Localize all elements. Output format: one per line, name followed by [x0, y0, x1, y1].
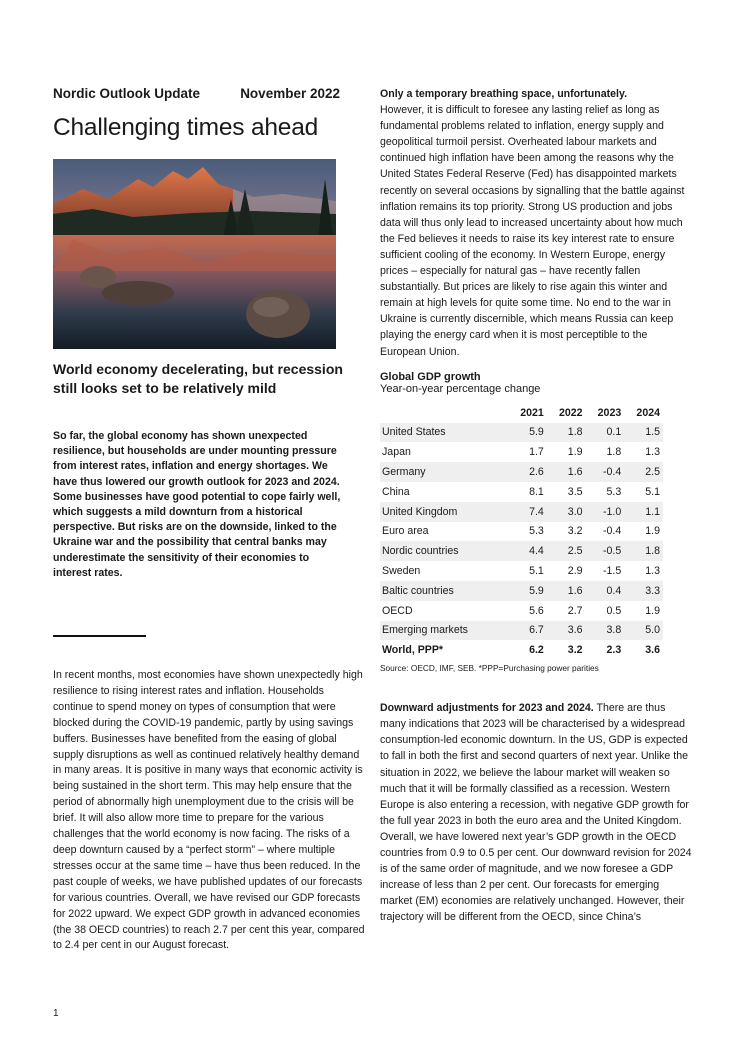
column-header-year: 2022	[558, 406, 583, 419]
value-cell: 1.9	[567, 446, 583, 459]
value-cell: 5.1	[645, 485, 660, 498]
value-cell: 1.8	[606, 446, 622, 459]
table-row	[380, 640, 663, 660]
table-source: Source: OECD, IMF, SEB. *PPP=Purchasing power parities	[380, 663, 599, 674]
value-cell: 3.0	[547, 502, 586, 522]
value-cell: 3.2	[567, 525, 583, 538]
gdp-table	[380, 403, 663, 661]
country-cell: Sweden	[382, 565, 421, 578]
value-cell: 5.9	[508, 423, 547, 443]
value-cell: 1.1	[624, 502, 663, 522]
value-cell: 5.3	[529, 525, 544, 538]
country-cell: United Kingdom	[380, 502, 508, 522]
value-cell: 1.3	[645, 446, 660, 459]
table-row	[380, 442, 663, 462]
country-cell: Emerging markets	[380, 621, 508, 641]
value-cell: 3.8	[586, 621, 625, 641]
value-cell: 1.7	[529, 446, 544, 459]
value-cell: 8.1	[529, 485, 544, 498]
publication-name: Nordic Outlook Update	[53, 86, 201, 101]
value-cell: 5.1	[529, 565, 544, 578]
hero-image	[53, 159, 336, 349]
value-cell: 1.3	[645, 565, 660, 578]
country-cell: World, PPP*	[382, 644, 444, 657]
section-breathing-space	[380, 86, 693, 360]
value-cell: 1.8	[547, 423, 586, 443]
value-cell: 1.9	[645, 525, 660, 538]
country-cell: Nordic countries	[380, 541, 508, 561]
country-cell: Baltic countries	[380, 581, 508, 601]
country-cell: United States	[380, 423, 508, 443]
table-subtitle: Year-on-year percentage change	[380, 382, 541, 395]
value-cell: 0.5	[606, 604, 622, 617]
value-cell: 1.8	[624, 541, 663, 561]
right-column	[380, 86, 693, 925]
value-cell: 2.5	[547, 541, 586, 561]
publication-header	[53, 86, 340, 101]
country-cell: China	[382, 485, 410, 498]
value-cell: 7.4	[508, 502, 547, 522]
subheadline: World economy decelerating, but recession still looks set to be relatively mild	[53, 361, 343, 396]
value-cell: 3.6	[645, 644, 660, 657]
value-cell: 6.2	[529, 644, 544, 657]
section-divider	[53, 635, 146, 637]
column-header-country	[380, 403, 508, 423]
table-row	[380, 502, 663, 522]
section-downward-adjustments	[380, 700, 693, 925]
table-row	[380, 541, 663, 561]
table-row	[380, 601, 663, 621]
page-number: 1	[53, 1008, 59, 1019]
table-row	[380, 482, 663, 502]
value-cell: 1.9	[645, 604, 660, 617]
value-cell: 3.6	[547, 621, 586, 641]
value-cell: 2.6	[508, 462, 547, 482]
value-cell: 1.6	[547, 462, 586, 482]
section-heading: Only a temporary breathing space, unfortunately.	[380, 88, 628, 100]
gdp-table-block	[380, 371, 693, 674]
table-row	[380, 581, 663, 601]
value-cell: 5.3	[606, 485, 622, 498]
value-cell: 5.9	[508, 581, 547, 601]
value-cell: 5.6	[529, 604, 544, 617]
value-cell: 3.5	[567, 485, 583, 498]
value-cell: 2.9	[567, 565, 583, 578]
value-cell: 4.4	[508, 541, 547, 561]
value-cell: 2.3	[606, 644, 622, 657]
value-cell: 0.4	[586, 581, 625, 601]
value-cell: -1.0	[586, 502, 625, 522]
column-header-year: 2021	[520, 406, 544, 419]
value-cell: 1.6	[547, 581, 586, 601]
section-text: However, it is difficult to foresee any lasting relief as long as fundamental problems related to inflation, energy supply and geopolitical turmoil persist. Overheated labour markets and continued high inflation have been among the reasons why the United States Federal Reserve (Fed) has disappointed markets recently on several occasions by signalling that the battle against inflation remains its top priority. Strong US production and jobs data will thus only lead to increased uncertainty about how much the Fed believes it needs to raise its key interest rate to ensure sufficient cooling of the economy. In Western Europe, energy prices – especially for natural gas – have recently fallen substantially. But prices are likely to rise again this winter and remain at high levels for quite some time. No end to the war in Ukraine is currently discernible, which means Russia can keep playing the energy card when it is most perceptible to the European Union.	[380, 104, 685, 358]
left-header	[53, 86, 343, 142]
section-text: There are thus many indications that 2023 will be characterised by a widespread consumption-led economic downturn. In the US, GDP is expected to fall in both the first and second quarters of next year. Unlike the situation in 2022, we believe the labour market will weaken so much that it will be formally classified as a recession. Western Europe is also entering a recession, with negative GDP growth for the full year 2023 in both the euro area and the United Kingdom. Overall, we have lowered next year’s GDP growth in the OECD countries from 0.9 to 0.5 per cent. Our downward revision for 2024 is of the same order of magnitude, and we now foresee a GDP increase of less than 2 per cent. Our forecasts for emerging market (EM) economies are relatively unchanged. However, their trajectory will be different from the OECD, since China’s	[380, 702, 692, 924]
country-cell: Japan	[382, 446, 411, 459]
value-cell: 3.3	[624, 581, 663, 601]
value-cell: -0.5	[586, 541, 625, 561]
value-cell: 6.7	[508, 621, 547, 641]
country-cell: Germany	[380, 462, 508, 482]
page-title: Challenging times ahead	[53, 114, 319, 141]
intro-paragraph: So far, the global economy has shown unexpected resilience, but households are under mounting pressure from interest rates, inflation and energy shortages. We have thus lowered our growth outlook for 2023 and 2024. Some businesses have good potential to cope fairly well, which suggests a mild downturn from a historical perspective. But risks are on the downside, linked to the Ukraine war and the possibility that central banks may underestimate the sensitivity of their economies to interest rates.	[53, 430, 341, 579]
table-row	[380, 561, 663, 581]
body-paragraph-left: In recent months, most economies have shown unexpectedly high resilience to rising interest rates and inflation. Households continue to spend money on types of consumption that were blocked during the COVID-19 pandemic, partly by using savings buffers. Businesses have benefited from the easing of global supply disruptions as well as continued relatively healthy demand in many areas. It is positive in many ways that economic activity is being sustained in the short term. This may help ensure that the period of abnormally high unemployment due to the crisis will be brief. It will also allow more time to prepare for the various challenges that the world economy is now facing. The risks of a deep downturn caused by a “perfect storm” – where multiple stresses occur at the same time – have thus been reduced. In the past couple of weeks, we have published updates of our forecasts for various countries. Overall, we have revised our GDP forecasts for 2022 upward. We expect GDP growth in advanced economies (the 38 OECD countries) to reach 2.7 per cent this year, compared to 2.4 per cent in our August forecast.	[53, 669, 365, 952]
table-title: Global GDP growth	[380, 370, 481, 383]
value-cell: 5.0	[624, 621, 663, 641]
value-cell: -0.4	[586, 462, 625, 482]
country-cell: OECD	[382, 604, 413, 617]
table-row	[380, 423, 663, 443]
country-cell: Euro area	[382, 525, 429, 538]
value-cell: 1.5	[624, 423, 663, 443]
table-row	[380, 621, 663, 641]
value-cell: 2.5	[624, 462, 663, 482]
table-row	[380, 462, 663, 482]
publication-date: November 2022	[240, 86, 340, 101]
value-cell: 3.2	[567, 644, 583, 657]
column-header-year: 2023	[597, 406, 622, 419]
table-row	[380, 522, 663, 542]
table-header-row	[380, 403, 663, 423]
value-cell: -0.4	[602, 525, 622, 538]
value-cell: -1.5	[602, 565, 622, 578]
value-cell: 0.1	[586, 423, 625, 443]
mountain-lake-image	[53, 159, 336, 349]
section-heading: Downward adjustments for 2023 and 2024.	[380, 702, 594, 715]
column-header-year: 2024	[636, 406, 660, 419]
value-cell: 2.7	[567, 604, 583, 617]
